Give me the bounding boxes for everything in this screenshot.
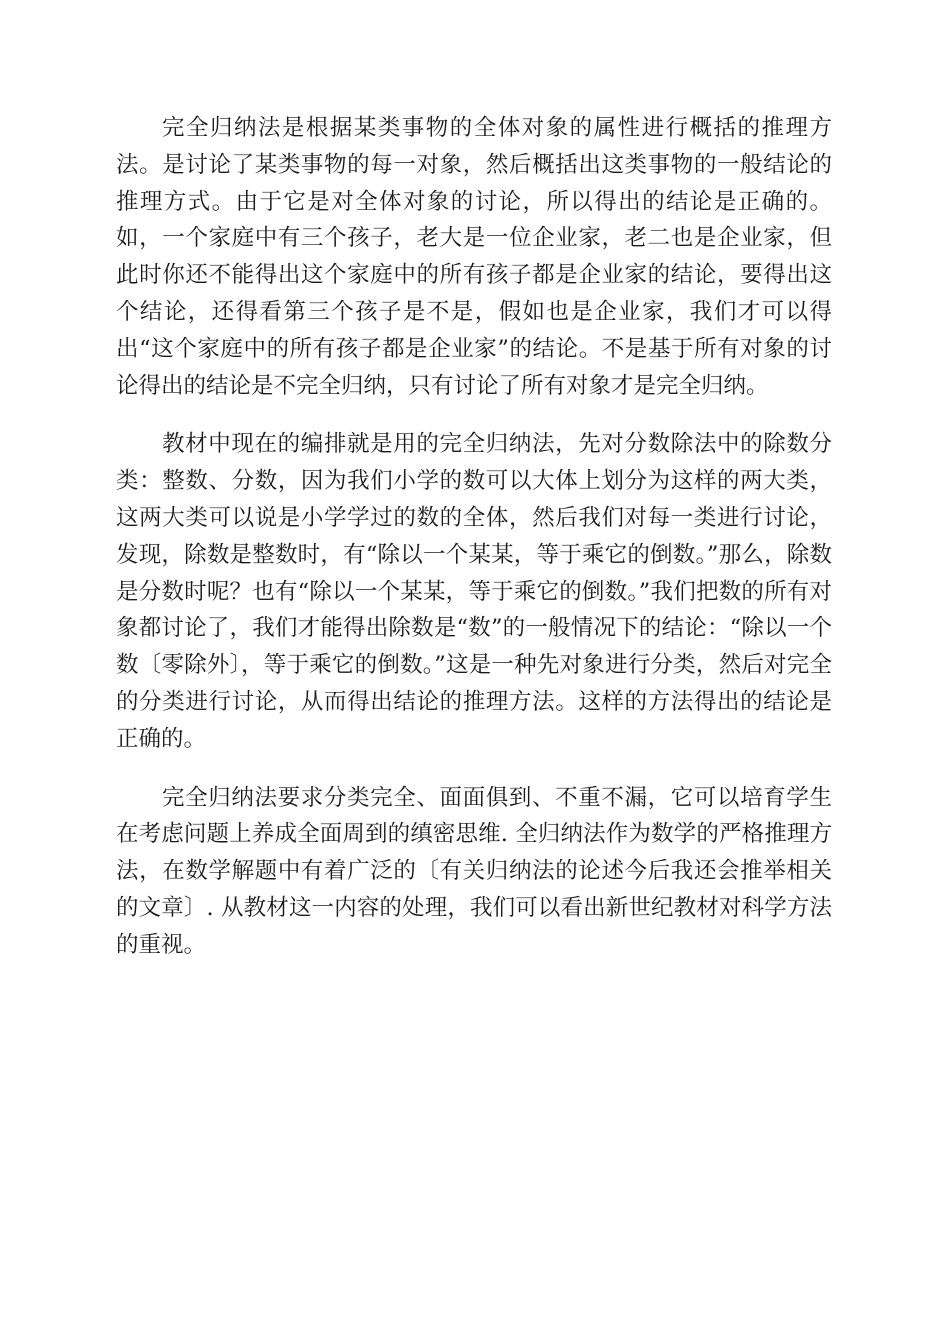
document-body: [116, 110, 832, 964]
paragraph-3: 完全归纳法要求分类完全、面面俱到、不重不漏，它可以培育学生在考虑问题上养成全面周到的缜密思维. 全归纳法作为数学的严格推理方法，在数学解题中有着广泛的〔有关归纳法的论述今后我还会推举相关的文章〕. 从教材这一内容的处理，我们可以看出新世纪教材对科学方法的重视。: [116, 784, 832, 958]
paragraph-2: 教材中现在的编排就是用的完全归纳法，先对分数除法中的除数分类：整数、分数，因为我们小学的数可以大体上划分为这样的两大类，这两大类可以说是小学学过的数的全体，然后我们对每一类进行讨论，发现，除数是整数时，有“除以一个某某，等于乘它的倒数。”那么，除数是分数时呢？也有“除以一个某某，等于乘它的倒数。”我们把数的所有对象都讨论了，我们才能得出除数是“数”的一般情况下的结论：“除以一个数〔零除外〕，等于乘它的倒数。”这是一种先对象进行分类，然后对完全的分类进行讨论，从而得出结论的推理方法。这样的方法得出的结论是正确的。: [116, 431, 832, 752]
paragraph-1: 完全归纳法是根据某类事物的全体对象的属性进行概括的推理方法。是讨论了某类事物的每一对象，然后概括出这类事物的一般结论的推理方式。由于它是对全体对象的讨论，所以得出的结论是正确的。如，一个家庭中有三个孩子，老大是一位企业家，老二也是企业家，但此时你还不能得出这个家庭中的所有孩子都是企业家的结论，要得出这个结论，还得看第三个孩子是不是，假如也是企业家，我们才可以得出“这个家庭中的所有孩子都是企业家”的结论。不是基于所有对象的讨论得出的结论是不完全归纳，只有讨论了所有对象才是完全归纳。: [116, 115, 832, 399]
